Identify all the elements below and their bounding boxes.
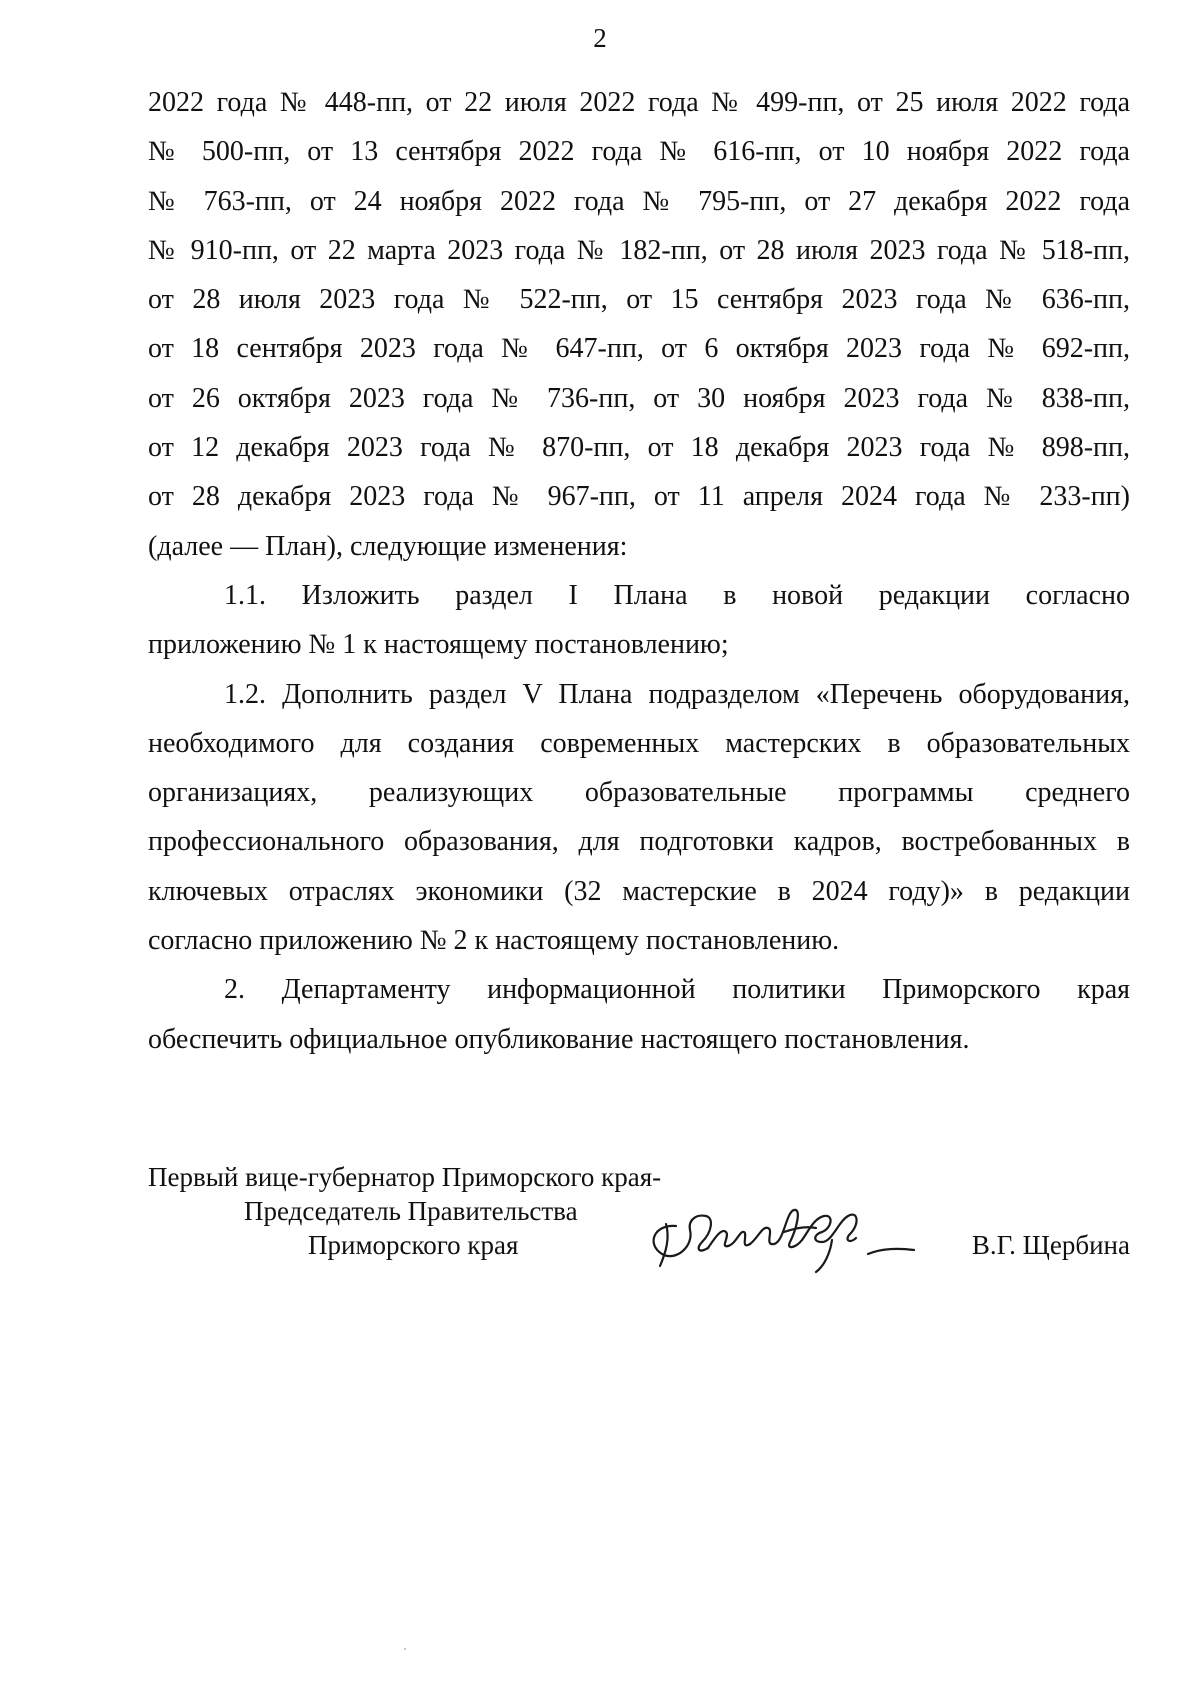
- text-line: приложению № 1 к настоящему постановлению;: [148, 629, 729, 661]
- scan-artifact: [404, 1648, 406, 1650]
- paragraph-2-start: 2. Департаменту информационной политики Приморского края: [224, 974, 1130, 1006]
- text-line: от 26 октября 2023 года № 736-пп, от 30 ноября 2023 года № 838-пп,: [148, 382, 1130, 414]
- text-line: № 500-пп, от 13 сентября 2022 года № 616-пп, от 10 ноября 2022 года: [148, 136, 1130, 168]
- signatory-name: В.Г. Щербина: [971, 1230, 1130, 1260]
- handwritten-signature: [636, 1186, 926, 1276]
- text-line: согласно приложению № 2 к настоящему постановлению.: [148, 925, 840, 957]
- signatory-title-line-2: Председатель Правительства: [244, 1196, 578, 1226]
- text-line: обеспечить официальное опубликование настоящего постановления.: [148, 1023, 970, 1055]
- document-body: [148, 78, 1130, 1064]
- signatory-title-line-1: Первый вице-губернатор Приморского края-: [148, 1162, 662, 1192]
- text-line: ключевых отраслях экономики (32 мастерские в 2024 году)» в редакции: [148, 875, 1130, 907]
- text-line: от 18 сентября 2023 года № 647-пп, от 6 октября 2023 года № 692-пп,: [148, 333, 1130, 365]
- text-line: от 28 июля 2023 года № 522-пп, от 15 сентября 2023 года № 636-пп,: [148, 284, 1130, 316]
- text-line: от 12 декабря 2023 года № 870-пп, от 18 декабря 2023 года № 898-пп,: [148, 432, 1130, 464]
- paragraph-1-1-start: 1.1. Изложить раздел I Плана в новой редакции согласно: [224, 579, 1130, 611]
- signatory-title-line-3: Приморского края: [308, 1230, 519, 1260]
- page-number: 2: [593, 23, 607, 53]
- text-line: № 763-пп, от 24 ноября 2022 года № 795-пп, от 27 декабря 2022 года: [148, 185, 1130, 217]
- text-line: от 28 декабря 2023 года № 967-пп, от 11 апреля 2024 года № 233-пп): [148, 481, 1130, 513]
- text-line: № 910-пп, от 22 марта 2023 года № 182-пп, от 28 июля 2023 года № 518-пп,: [148, 234, 1130, 266]
- text-line: организациях, реализующих образовательные программы среднего: [148, 777, 1130, 809]
- text-line: профессионального образования, для подготовки кадров, востребованных в: [148, 826, 1130, 858]
- signature-block: [148, 1160, 1130, 1280]
- paragraph-1-2-start: 1.2. Дополнить раздел V Плана подразделом «Перечень оборудования,: [224, 678, 1130, 710]
- text-line: (далее — План), следующие изменения:: [148, 530, 628, 562]
- text-line: необходимого для создания современных мастерских в образовательных: [148, 727, 1130, 759]
- text-line: 2022 года № 448-пп, от 22 июля 2022 года № 499-пп, от 25 июля 2022 года: [148, 87, 1130, 118]
